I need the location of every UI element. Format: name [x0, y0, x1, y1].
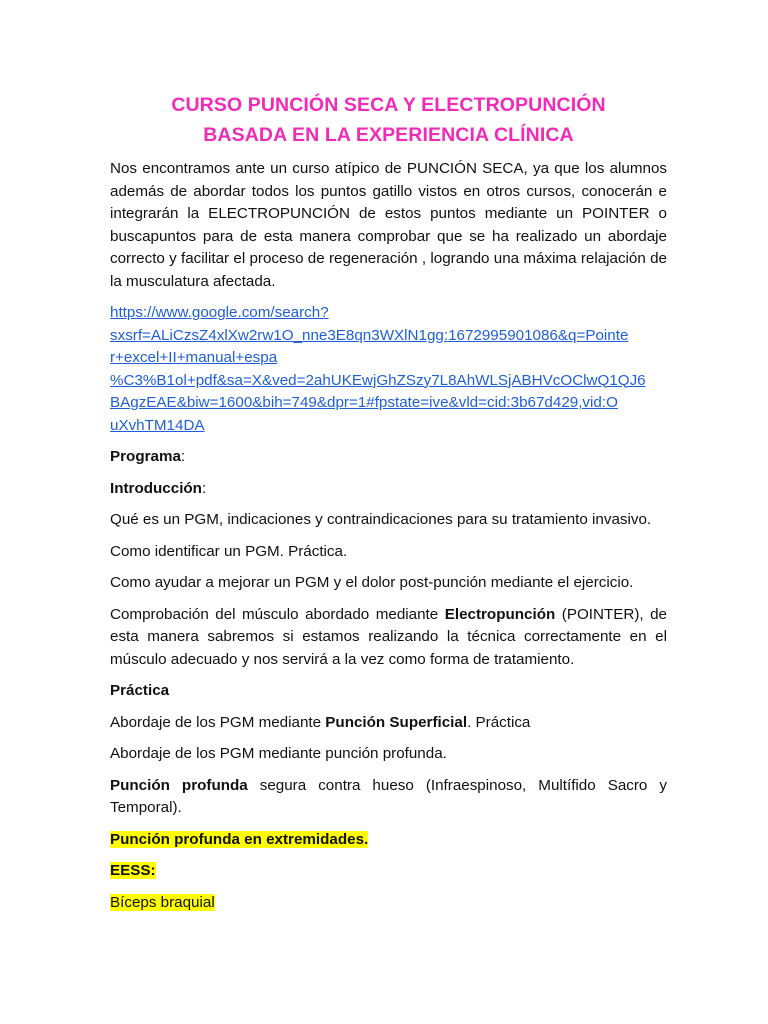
program-item-superficial: [110, 712, 667, 735]
eess-colon: :: [150, 862, 156, 879]
puncion-superficial-bold: Punción Superficial: [325, 713, 468, 731]
program-item-identificar: Como identificar un PGM. Práctica.: [110, 542, 348, 560]
program-item-profunda: Abordaje de los PGM mediante punción profunda.: [110, 745, 447, 762]
biceps-heading: [110, 892, 667, 915]
program-item-pgm: Qué es un PGM, indicaciones y contraindicaciones para su tratamiento invasivo.: [110, 511, 652, 528]
title-line-1: CURSO PUNCIÓN SECA Y ELECTROPUNCIÓN: [171, 94, 606, 116]
intro-paragraph: Nos encontramos ante un curso atípico de PUNCIÓN SECA, ya que los alumnos además de abordar todos los puntos gatillo vistos en otros cursos, conocerán e integrarán la ELECTROPUNCIÓN de estos puntos mediante un POINTER o buscapuntos para de esta manera comprobar que se ha realizado un abordaje correcto y facilitar el proceso de regeneración , logrando una máxima relajación de la musculatura afectada.: [110, 160, 667, 290]
title-line-2: BASADA EN LA EXPERIENCIA CLÍNICA: [203, 124, 574, 146]
link-line-3[interactable]: r+excel+II+manual+espa: [110, 349, 278, 366]
google-search-link[interactable]: [110, 302, 667, 437]
item4-post: (POINTER), de esta manera sabremos si estamos realizando la técnica correctamente en el músculo adecuado y nos servirá a la vez como forma de tratamiento.: [110, 605, 667, 668]
electropuncion-bold: Electropunción: [444, 605, 556, 623]
link-line-1[interactable]: https://www.google.com/search?: [110, 304, 329, 321]
program-item-ejercicio: Como ayudar a mejorar un PGM y el dolor post-punción mediante el ejercicio.: [110, 574, 634, 591]
introduccion-colon: :: [201, 479, 207, 497]
item4-pre: Comprobación del músculo abordado mediante: [110, 605, 445, 623]
introduccion-heading: [110, 478, 667, 501]
item7-post: segura contra hueso (Infraespinoso, Multífido Sacro y Temporal).: [110, 776, 667, 816]
program-item-comprobacion: [110, 604, 667, 672]
item5-pre: Abordaje de los PGM mediante: [110, 713, 326, 731]
practica-heading: [110, 680, 667, 703]
practica-label: Práctica: [110, 682, 170, 699]
extremidades-highlight: Punción profunda en extremidades.: [110, 830, 369, 848]
link-line-2[interactable]: sxsrf=ALiCzsZ4xlXw2rw1O_nne3E8qn3WXlN1gg:1672995901086&q=Pointe: [110, 326, 629, 344]
eess-heading: [110, 860, 667, 883]
biceps-highlight: Bíceps braquial: [110, 893, 215, 911]
extremidades-heading: [110, 829, 667, 852]
document-title: [110, 90, 667, 150]
programa-heading: [110, 446, 667, 469]
eess-text: EESS: [110, 862, 151, 879]
item5-post: . Práctica: [467, 713, 531, 731]
programa-colon: :: [180, 448, 186, 465]
puncion-profunda-bold: Punción profunda: [110, 776, 248, 794]
link-line-6[interactable]: uXvhTM14DA: [110, 416, 205, 434]
programa-label: Programa: [110, 448, 181, 465]
link-line-4[interactable]: %C3%B1ol+pdf&sa=X&ved=2ahUKEwjGhZSzy7L8AhWLSjABHVcOClwQ1QJ6: [110, 371, 646, 389]
link-line-5[interactable]: BAgzEAE&biw=1600&bih=749&dpr=1#fpstate=ive&vld=cid:3b67d429,vid:O: [110, 394, 618, 411]
introduccion-label: Introducción: [110, 479, 202, 497]
eess-highlight: [110, 862, 156, 879]
program-item-hueso: [110, 775, 667, 820]
